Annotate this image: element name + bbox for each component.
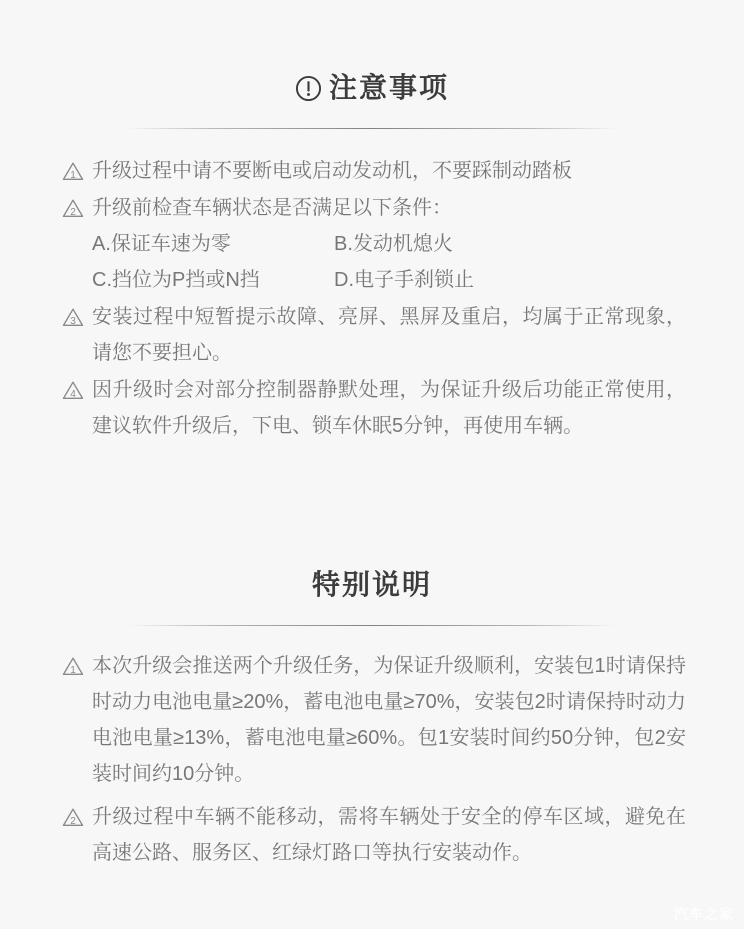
svg-text:3: 3 [70, 315, 76, 327]
divider [127, 625, 617, 626]
warning-triangle-icon [62, 656, 84, 676]
notice-item [62, 372, 686, 444]
notice-item [62, 799, 686, 871]
warning-triangle-icon [62, 380, 84, 400]
notice-item [62, 153, 686, 189]
notice-item [62, 190, 686, 298]
condition-option-b: B.发动机熄火 [334, 233, 453, 255]
section-precautions-header [0, 0, 744, 105]
section-special-notes-header [0, 568, 744, 602]
notice-item-text: 升级前检查车辆状态是否满足以下条件： [92, 197, 452, 219]
section-precautions [0, 0, 744, 444]
section-title: 注意事项 [328, 72, 449, 103]
condition-option-c: C.挡位为P挡或N挡 [92, 269, 260, 291]
warning-triangle-icon [62, 307, 84, 327]
special-notes-list [0, 648, 744, 871]
section-special-notes [0, 568, 744, 871]
notice-item [62, 299, 686, 371]
notice-item-text: 升级过程中车辆不能移动，需将车辆处于安全的停车区域，避免在高速公路、服务区、红绿灯路口等执行安装动作。 [92, 806, 686, 864]
notice-item-text: 本次升级会推送两个升级任务，为保证升级顺利，安装包1时请保持时动力电池电量≥20%，蓄电池电量≥70%，安装包2时请保持时动力电池电量≥13%，蓄电池电量≥60%。包1安装时间约50分钟，包2安装时间约10分钟。 [92, 655, 686, 785]
precautions-list [0, 153, 744, 444]
warning-triangle-icon [62, 198, 84, 218]
notice-item-text: 因升级时会对部分控制器静默处理，为保证升级后功能正常使用，建议软件升级后，下电、锁车休眠5分钟，再使用车辆。 [92, 379, 686, 437]
svg-text:1: 1 [70, 664, 76, 676]
condition-option-d: D.电子手刹锁止 [334, 269, 474, 291]
circle-exclamation-icon [295, 75, 322, 102]
notice-item [62, 648, 686, 792]
svg-text:1: 1 [70, 169, 76, 181]
warning-triangle-icon [62, 807, 84, 827]
notice-item-text: 升级过程中请不要断电或启动发动机，不要踩制动踏板 [92, 160, 572, 182]
condition-option-a: A.保证车速为零 [92, 233, 231, 255]
watermark: 汽车之家 [674, 906, 734, 922]
divider [127, 128, 617, 129]
svg-text:2: 2 [70, 206, 76, 218]
notice-item-text: 安装过程中短暂提示故障、亮屏、黑屏及重启，均属于正常现象，请您不要担心。 [92, 306, 686, 364]
section-title: 特别说明 [311, 569, 432, 600]
svg-text:4: 4 [70, 388, 76, 400]
condition-options [92, 226, 686, 298]
warning-triangle-icon [62, 161, 84, 181]
svg-text:2: 2 [70, 815, 76, 827]
